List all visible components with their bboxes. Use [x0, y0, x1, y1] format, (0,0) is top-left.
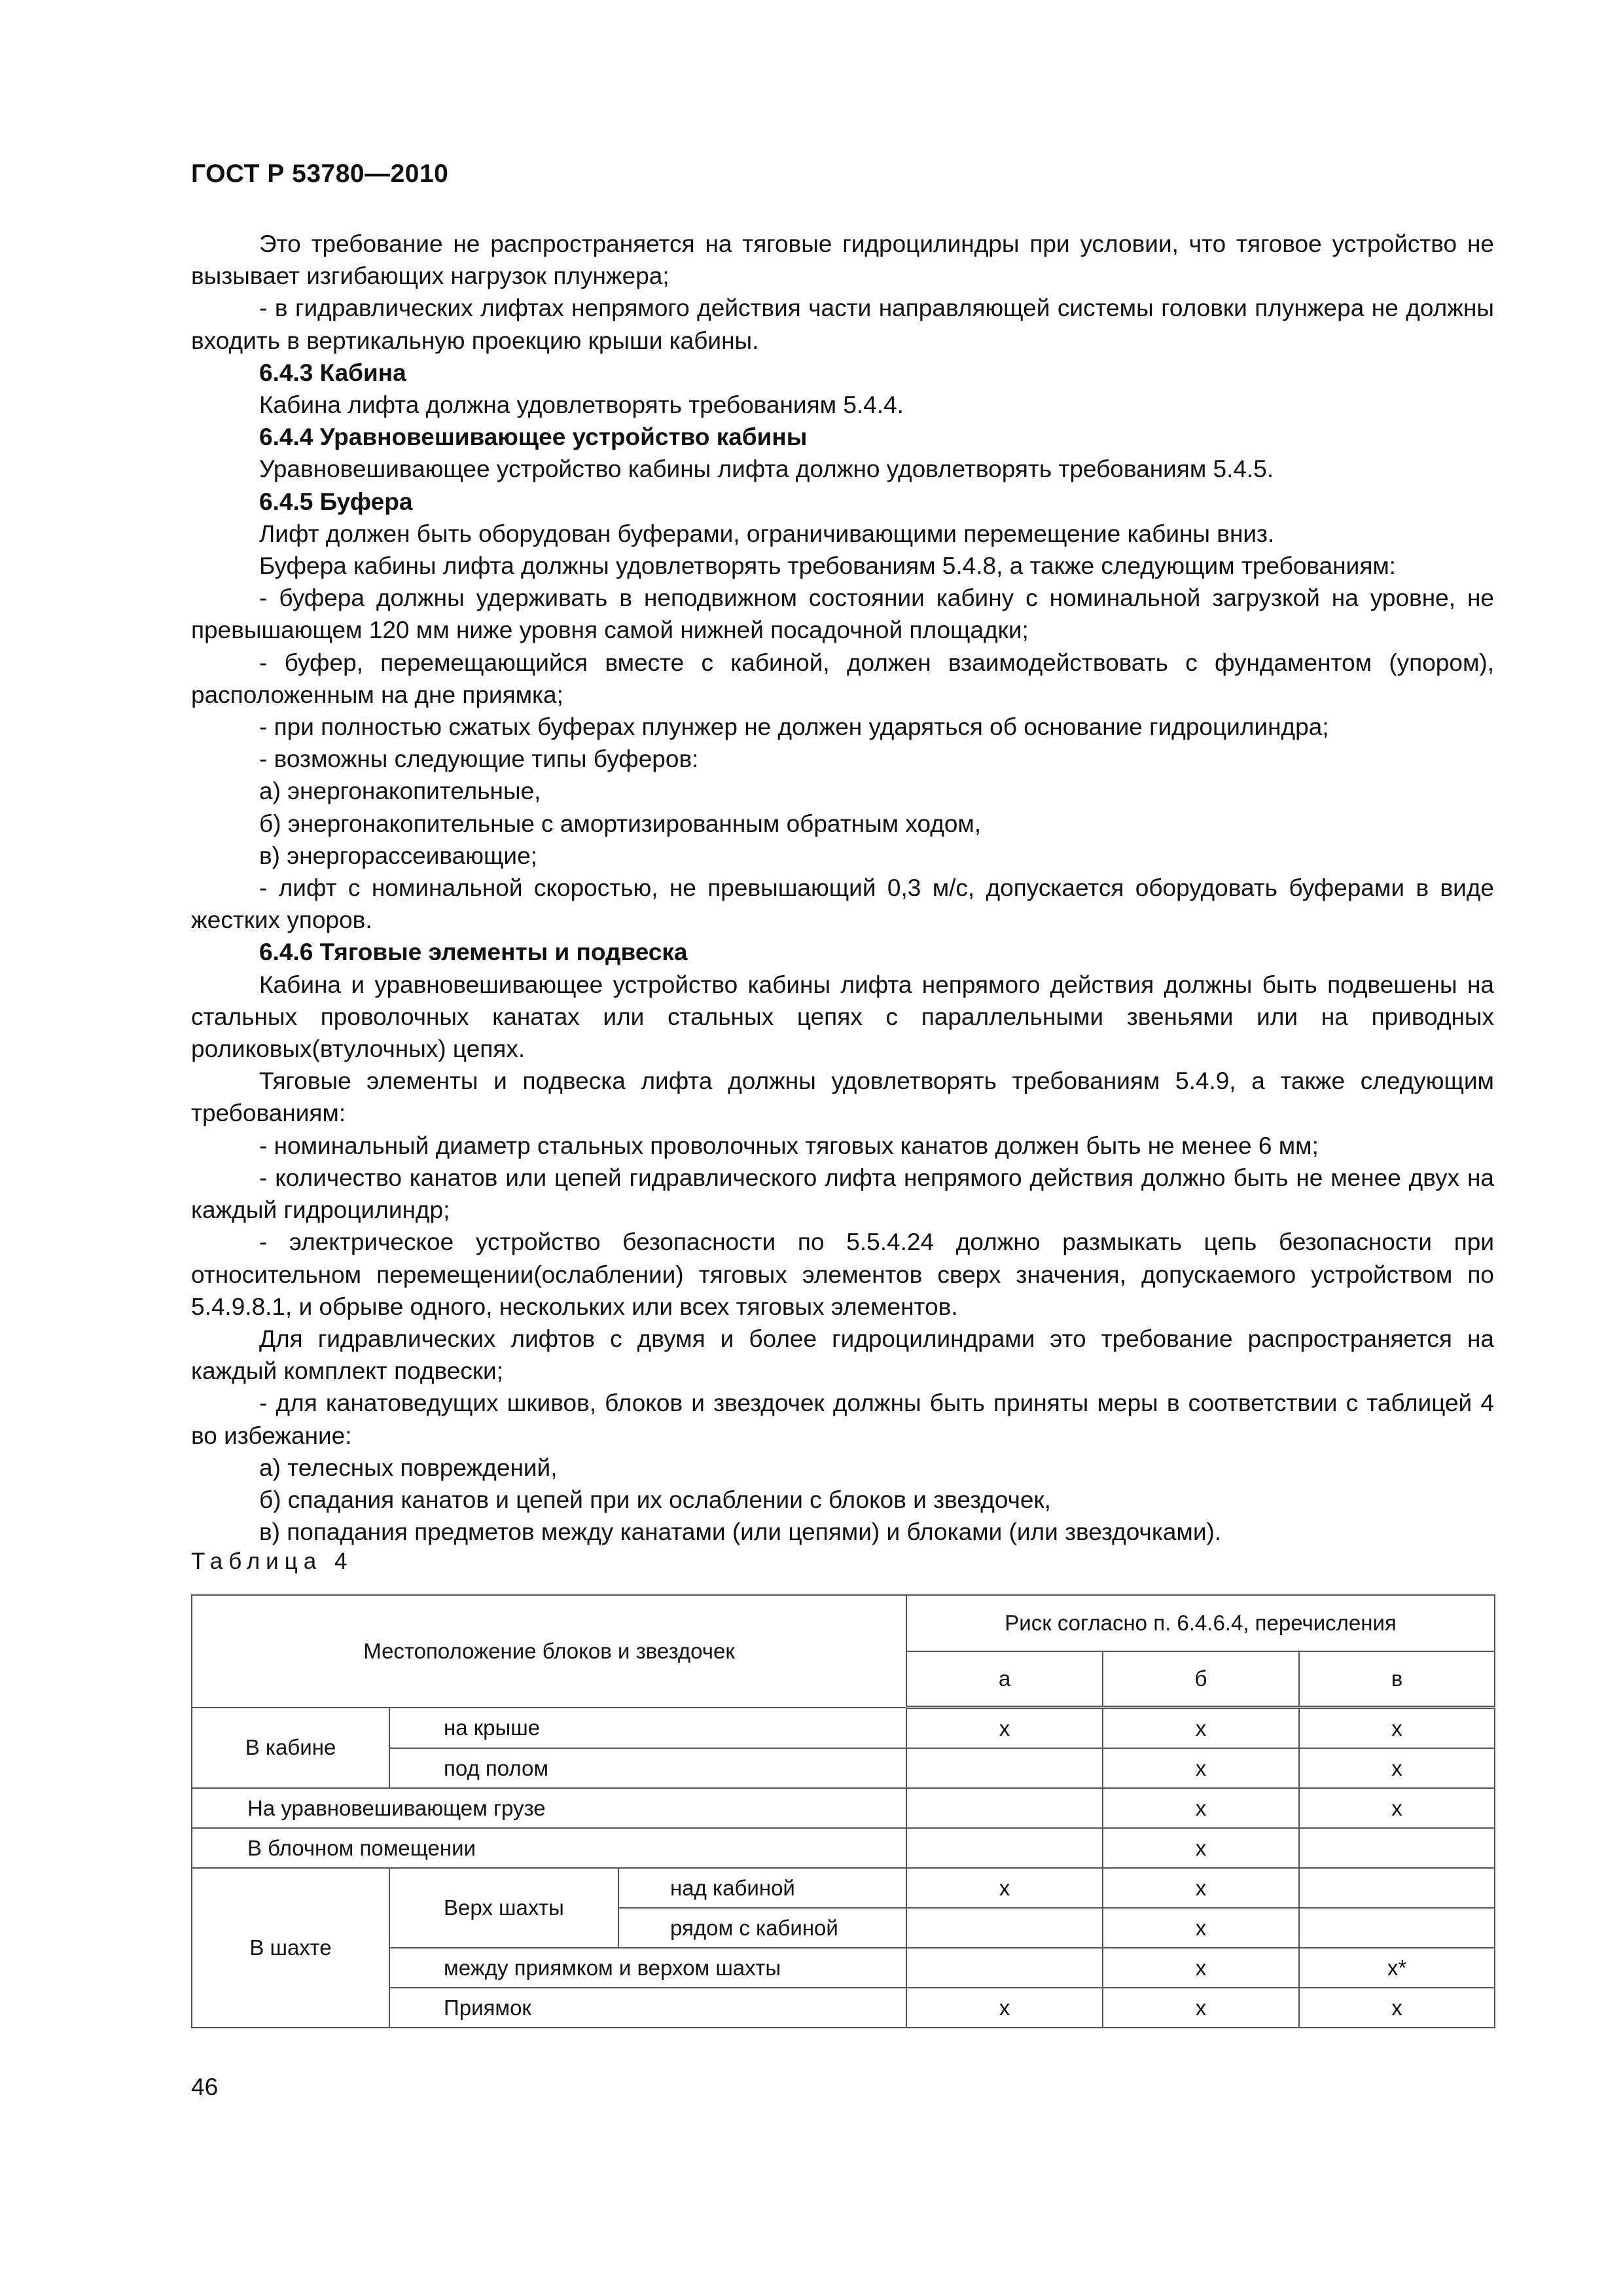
table-row — [192, 1708, 1495, 1749]
cell-b: х — [1103, 1748, 1299, 1788]
header-risk-a: а — [906, 1651, 1103, 1708]
cell-b: х — [1103, 1828, 1299, 1868]
cell-a: х — [906, 1868, 1103, 1908]
cell-a: х — [906, 1988, 1103, 2028]
row-label: между приямком и верхом шахты — [389, 1948, 906, 1988]
cell-c — [1299, 1868, 1495, 1908]
section-heading: 6.4.4 Уравновешивающее устройство кабины — [259, 423, 808, 451]
row-label: под полом — [389, 1748, 906, 1788]
header-risk: Риск согласно п. 6.4.6.4, перечисления — [906, 1595, 1495, 1651]
group-shaft: В шахте — [192, 1868, 389, 2028]
paragraph: - количество канатов или цепей гидравлического лифта непрямого действия должно быть не менее двух на каждый гидроцилиндр; — [191, 1164, 1494, 1224]
section-heading: 6.4.3 Кабина — [259, 359, 406, 386]
header-risk-b: б — [1103, 1651, 1299, 1708]
cell-c — [1299, 1908, 1495, 1948]
cell-c: х — [1299, 1748, 1495, 1788]
row-label: рядом с кабиной — [618, 1908, 906, 1948]
cell-a — [906, 1948, 1103, 1988]
cell-a — [906, 1828, 1103, 1868]
paragraph: Уравновешивающее устройство кабины лифта должно удовлетворять требованиям 5.4.5. — [259, 456, 1274, 483]
header-location: Местоположение блоков и звездочек — [192, 1595, 906, 1708]
cell-b: х — [1103, 1868, 1299, 1908]
paragraph: Тяговые элементы и подвеска лифта должны удовлетворять требованиям 5.4.9, а также следующим требованиям: — [191, 1067, 1494, 1127]
table-row — [192, 1788, 1495, 1828]
table-caption: Таблица 4 — [191, 1549, 353, 1574]
paragraph: - буфера должны удерживать в неподвижном состоянии кабину с номинальной загрузкой на уровне, не превышающем 120 мм ниже уровня самой нижней посадочной площадки; — [191, 584, 1494, 644]
paragraph: Кабина лифта должна удовлетворять требованиям 5.4.4. — [259, 391, 904, 419]
row-label: Приямок — [389, 1988, 906, 2028]
paragraph: Буфера кабины лифта должны удовлетворять требованиям 5.4.8, а также следующим требованиям: — [259, 552, 1397, 580]
cell-b: х — [1103, 1788, 1299, 1828]
page-number: 46 — [191, 2073, 219, 2100]
paragraph: - буфер, перемещающийся вместе с кабиной, должен взаимодействовать с фундаментом (упором), расположенным на дне приямка; — [191, 649, 1494, 708]
cell-b: х — [1103, 1908, 1299, 1948]
paragraph: Кабина и уравновешивающее устройство кабины лифта непрямого действия должны быть подвешены на стальных проволочных канатах или стальных цепях с параллельными звеньями или на приводных роликовых(втулочных) цепях. — [191, 971, 1494, 1063]
cell-c: х — [1299, 1988, 1495, 2028]
section-heading: 6.4.5 Буфера — [259, 488, 413, 515]
row-label: В блочном помещении — [192, 1828, 906, 1868]
cell-a — [906, 1908, 1103, 1948]
row-label: на крыше — [389, 1708, 906, 1749]
table-row — [192, 1828, 1495, 1868]
cell-b: х — [1103, 1708, 1299, 1749]
group-shaft-top: Верх шахты — [389, 1868, 618, 1948]
section-heading: 6.4.6 Тяговые элементы и подвеска — [259, 939, 688, 966]
paragraph: - при полностью сжатых буферах плунжер не должен ударяться об основание гидроцилиндра; — [259, 713, 1329, 741]
risk-table — [191, 1594, 1495, 2028]
list-item: а) телесных повреждений, — [259, 1454, 558, 1481]
document-body — [191, 228, 1494, 1548]
cell-a: х — [906, 1708, 1103, 1749]
paragraph: - в гидравлических лифтах непрямого действия части направляющей системы головки плунжера не должны входить в вертикальную проекцию крыши кабины. — [191, 295, 1494, 354]
paragraph: - электрическое устройство безопасности по 5.5.4.24 должно размыкать цепь безопасности при относительном перемещении(ослаблении) тяговых элементов сверх значения, допускаемого устройством по 5.4.9.8.1, и обрыве одного, нескольких или всех тяговых элементов. — [191, 1229, 1494, 1320]
row-label: На уравновешивающем грузе — [192, 1788, 906, 1828]
cell-c: х — [1299, 1788, 1495, 1828]
cell-b: х — [1103, 1948, 1299, 1988]
header-risk-c: в — [1299, 1651, 1495, 1708]
table-header-row — [192, 1595, 1495, 1651]
cell-c — [1299, 1828, 1495, 1868]
list-item: в) попадания предметов между канатами (или цепями) и блоками (или звездочками). — [259, 1518, 1222, 1546]
cell-c: х — [1299, 1708, 1495, 1749]
group-cabin: В кабине — [192, 1708, 389, 1789]
paragraph: - номинальный диаметр стальных проволочных тяговых канатов должен быть не менее 6 мм; — [259, 1132, 1319, 1159]
list-item: в) энергорассеивающие; — [259, 842, 537, 869]
document-header: ГОСТ Р 53780—2010 — [191, 160, 449, 188]
paragraph: Для гидравлических лифтов с двумя и более гидроцилиндрами это требование распространяется на каждый комплект подвески; — [191, 1325, 1494, 1385]
paragraph: Лифт должен быть оборудован буферами, ограничивающими перемещение кабины вниз. — [259, 520, 1275, 547]
cell-b: х — [1103, 1988, 1299, 2028]
table-row — [192, 1868, 1495, 1908]
paragraph: - лифт с номинальной скоростью, не превышающий 0,3 м/с, допускается оборудовать буферами в виде жестких упоров. — [191, 874, 1494, 934]
list-item: а) энергонакопительные, — [259, 778, 541, 805]
cell-a — [906, 1788, 1103, 1828]
paragraph: - возможны следующие типы буферов: — [259, 745, 699, 773]
list-item: б) спадания канатов и цепей при их ослаблении с блоков и звездочек, — [259, 1486, 1051, 1513]
row-label: над кабиной — [618, 1868, 906, 1908]
list-item: б) энергонакопительные с амортизированным обратным ходом, — [259, 810, 982, 837]
cell-a — [906, 1748, 1103, 1788]
paragraph: Это требование не распространяется на тяговые гидроцилиндры при условии, что тяговое устройство не вызывает изгибающих нагрузок плунжера; — [191, 230, 1494, 290]
paragraph: - для канатоведущих шкивов, блоков и звездочек должны быть приняты меры в соответствии с таблицей 4 во избежание: — [191, 1390, 1494, 1449]
cell-c: х* — [1299, 1948, 1495, 1988]
